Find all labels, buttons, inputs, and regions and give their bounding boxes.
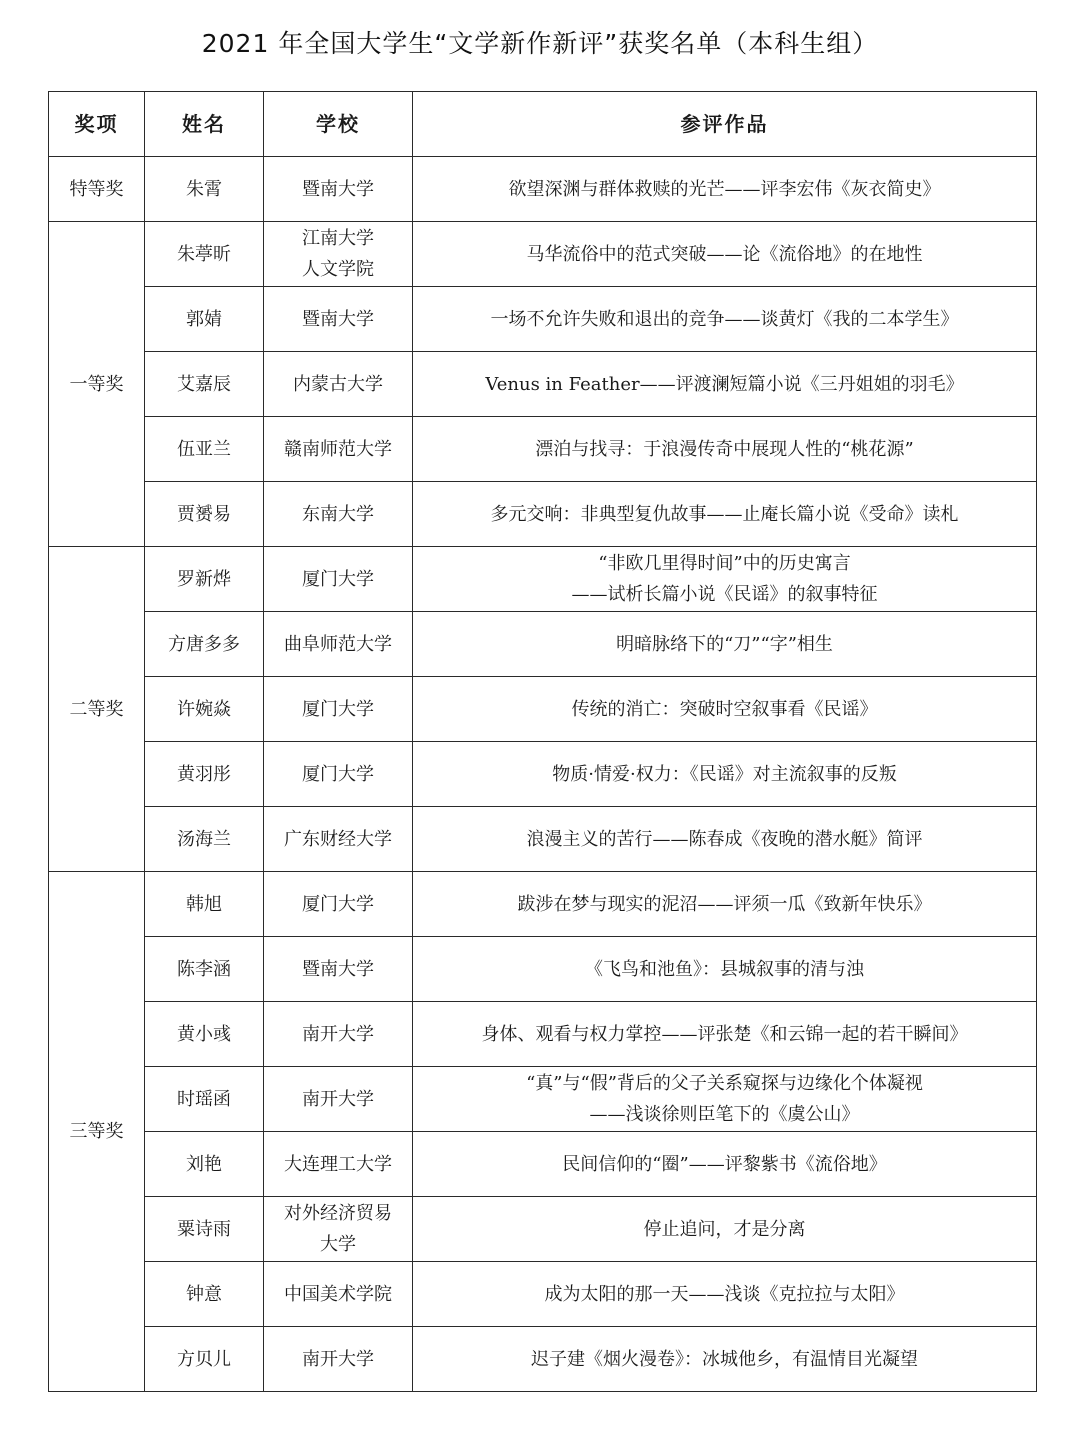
table-row xyxy=(49,807,1037,872)
school-cell: 江南大学 人文学院 xyxy=(264,222,413,287)
name-cell: 韩旭 xyxy=(145,872,264,937)
name-cell: 许婉焱 xyxy=(145,677,264,742)
work-cell: 民间信仰的“圈”——评黎紫书《流俗地》 xyxy=(413,1132,1037,1197)
work-cell: Venus in Feather——评渡澜短篇小说《三丹姐姐的羽毛》 xyxy=(413,352,1037,417)
name-cell: 陈李涵 xyxy=(145,937,264,1002)
name-cell: 贾赟易 xyxy=(145,482,264,547)
school-cell: 暨南大学 xyxy=(264,157,413,222)
name-cell: 粟诗雨 xyxy=(145,1197,264,1262)
school-cell: 厦门大学 xyxy=(264,742,413,807)
work-cell: 明暗脉络下的“刀”“字”相生 xyxy=(413,612,1037,677)
table-row xyxy=(49,482,1037,547)
table-row xyxy=(49,677,1037,742)
name-cell: 伍亚兰 xyxy=(145,417,264,482)
name-cell: 朱霄 xyxy=(145,157,264,222)
name-cell: 朱葶昕 xyxy=(145,222,264,287)
work-cell: 身体、观看与权力掌控——评张楚《和云锦一起的若干瞬间》 xyxy=(413,1002,1037,1067)
school-cell: 南开大学 xyxy=(264,1067,413,1132)
award-list-table xyxy=(48,91,1037,1392)
table-row xyxy=(49,157,1037,222)
work-cell: 漂泊与找寻：于浪漫传奇中展现人性的“桃花源” xyxy=(413,417,1037,482)
school-cell: 广东财经大学 xyxy=(264,807,413,872)
name-cell: 刘艳 xyxy=(145,1132,264,1197)
name-cell: 黄小彧 xyxy=(145,1002,264,1067)
header-name: 姓名 xyxy=(145,92,264,157)
award-level-cell: 二等奖 xyxy=(49,547,145,872)
table-row xyxy=(49,352,1037,417)
work-cell: 多元交响：非典型复仇故事——止庵长篇小说《受命》读札 xyxy=(413,482,1037,547)
table-row xyxy=(49,417,1037,482)
name-cell: 方贝儿 xyxy=(145,1327,264,1392)
award-level-cell: 一等奖 xyxy=(49,222,145,547)
school-cell: 东南大学 xyxy=(264,482,413,547)
school-cell: 厦门大学 xyxy=(264,872,413,937)
table-row xyxy=(49,1002,1037,1067)
table-row xyxy=(49,1262,1037,1327)
work-cell: 一场不允许失败和退出的竞争——谈黄灯《我的二本学生》 xyxy=(413,287,1037,352)
school-cell: 南开大学 xyxy=(264,1002,413,1067)
work-cell: 跋涉在梦与现实的泥沼——评须一瓜《致新年快乐》 xyxy=(413,872,1037,937)
school-cell: 南开大学 xyxy=(264,1327,413,1392)
header-award: 奖项 xyxy=(49,92,145,157)
work-cell: 欲望深渊与群体救赎的光芒——评李宏伟《灰衣简史》 xyxy=(413,157,1037,222)
name-cell: 汤海兰 xyxy=(145,807,264,872)
table-row xyxy=(49,1067,1037,1132)
table-header-row xyxy=(49,92,1037,157)
name-cell: 黄羽彤 xyxy=(145,742,264,807)
work-cell: “非欧几里得时间”中的历史寓言 ——试析长篇小说《民谣》的叙事特征 xyxy=(413,547,1037,612)
school-cell: 赣南师范大学 xyxy=(264,417,413,482)
table-row xyxy=(49,872,1037,937)
work-cell: 马华流俗中的范式突破——论《流俗地》的在地性 xyxy=(413,222,1037,287)
name-cell: 钟意 xyxy=(145,1262,264,1327)
school-cell: 中国美术学院 xyxy=(264,1262,413,1327)
work-cell: “真”与“假”背后的父子关系窥探与边缘化个体凝视 ——浅谈徐则臣笔下的《虞公山》 xyxy=(413,1067,1037,1132)
name-cell: 罗新烨 xyxy=(145,547,264,612)
table-row xyxy=(49,547,1037,612)
work-cell: 成为太阳的那一天——浅谈《克拉拉与太阳》 xyxy=(413,1262,1037,1327)
award-level-cell: 三等奖 xyxy=(49,872,145,1392)
work-cell: 停止追问，才是分离 xyxy=(413,1197,1037,1262)
school-cell: 大连理工大学 xyxy=(264,1132,413,1197)
header-school: 学校 xyxy=(264,92,413,157)
work-cell: 传统的消亡：突破时空叙事看《民谣》 xyxy=(413,677,1037,742)
work-cell: 物质·情爱·权力：《民谣》对主流叙事的反叛 xyxy=(413,742,1037,807)
school-cell: 暨南大学 xyxy=(264,937,413,1002)
name-cell: 时瑶函 xyxy=(145,1067,264,1132)
school-cell: 内蒙古大学 xyxy=(264,352,413,417)
header-work: 参评作品 xyxy=(413,92,1037,157)
name-cell: 方唐多多 xyxy=(145,612,264,677)
name-cell: 郭婧 xyxy=(145,287,264,352)
school-cell: 曲阜师范大学 xyxy=(264,612,413,677)
table-row xyxy=(49,612,1037,677)
table-row xyxy=(49,1197,1037,1262)
table-row xyxy=(49,937,1037,1002)
document-title: 2021 年全国大学生“文学新作新评”获奖名单（本科生组） xyxy=(201,29,879,58)
table-row xyxy=(49,742,1037,807)
name-cell: 艾嘉辰 xyxy=(145,352,264,417)
table-row xyxy=(49,1327,1037,1392)
school-cell: 厦门大学 xyxy=(264,547,413,612)
school-cell: 对外经济贸易 大学 xyxy=(264,1197,413,1262)
table-row xyxy=(49,287,1037,352)
work-cell: 浪漫主义的苦行——陈春成《夜晚的潜水艇》简评 xyxy=(413,807,1037,872)
table-row xyxy=(49,222,1037,287)
school-cell: 暨南大学 xyxy=(264,287,413,352)
work-cell: 《飞鸟和池鱼》：县城叙事的清与浊 xyxy=(413,937,1037,1002)
school-cell: 厦门大学 xyxy=(264,677,413,742)
table-row xyxy=(49,1132,1037,1197)
award-level-cell: 特等奖 xyxy=(49,157,145,222)
work-cell: 迟子建《烟火漫卷》：冰城他乡，有温情目光凝望 xyxy=(413,1327,1037,1392)
